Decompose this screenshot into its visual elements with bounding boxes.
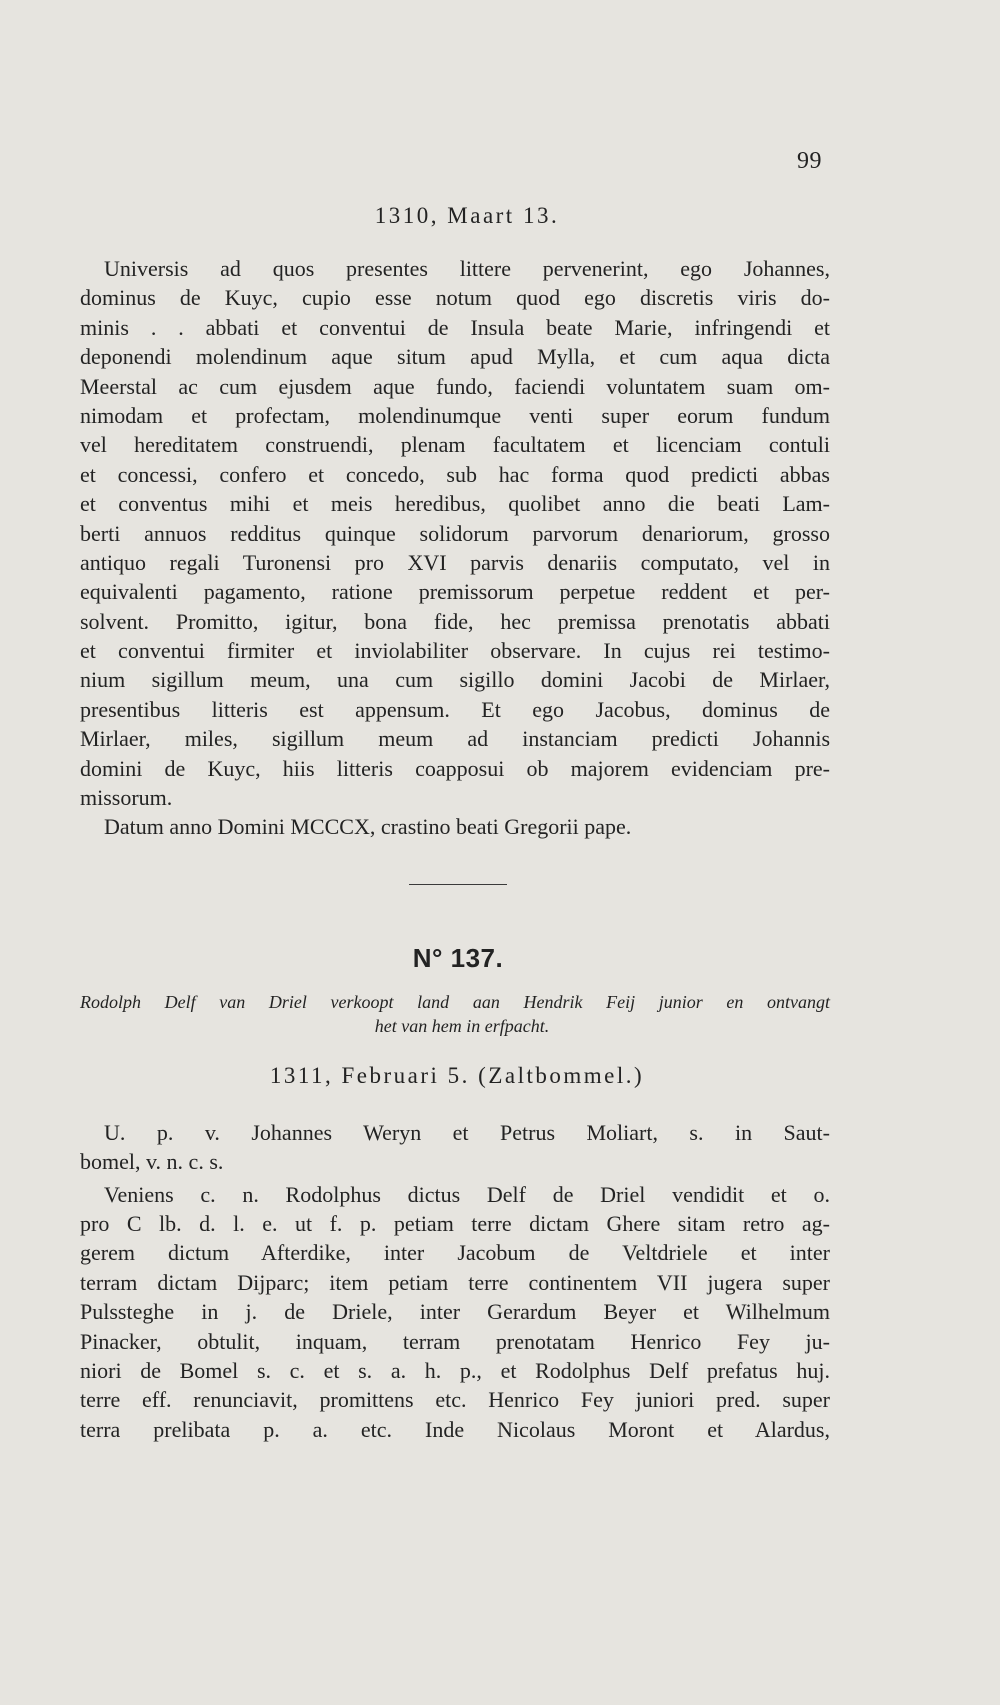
text-line: Pulssteghe in j. de Driele, inter Gerardum Beyer et Wilhelmum: [80, 1299, 830, 1325]
text-line: U. p. v. Johannes Weryn et Petrus Moliart, s. in Saut-: [104, 1119, 830, 1145]
text-line: niori de Bomel s. c. et s. a. h. p., et Rodolphus Delf prefatus huj.: [80, 1357, 830, 1383]
text-line: deponendi molendinum aque situm apud Mylla, et cum aqua dicta: [80, 344, 830, 370]
text-line: berti annuos redditus quinque solidorum parvorum denariorum, grosso: [80, 520, 830, 546]
charter-text: [80, 254, 830, 842]
text-line: nimodam et profectam, molendinumque venti super eorum fundum: [80, 402, 830, 428]
summary-line: Rodolph Delf van Driel verkoopt land aan Hendrik Feij junior en ontvangt: [80, 991, 830, 1012]
text-line: nium sigillum meum, una cum sigillo domini Jacobi de Mirlaer,: [80, 667, 830, 693]
text-line: missorum.: [80, 785, 173, 811]
text-line: Mirlaer, miles, sigillum meum ad instanciam predicti Johannis: [80, 726, 830, 752]
text-line: et conventus mihi et meis heredibus, quolibet anno die beati Lam-: [80, 491, 830, 517]
text-line: antiquo regali Turonensi pro XVI parvis denariis computato, vel in: [80, 549, 830, 575]
text-line: presentibus litteris est appensum. Et ego Jacobus, dominus de: [80, 696, 830, 722]
page-number: 99: [797, 148, 822, 174]
section-divider: [409, 884, 507, 885]
text-line: minis . . abbati et conventui de Insula beate Marie, infringendi et: [80, 314, 830, 340]
text-line: solvent. Promitto, igitur, bona fide, hec premissa prenotatis abbati: [80, 608, 830, 634]
charter-text: [80, 1180, 830, 1445]
charter-date: 1311, Februari 5. (Zaltbommel.): [269, 1062, 645, 1088]
dating-clause: Datum anno Domini MCCCX, crastino beati Gregorii pape.: [104, 814, 632, 840]
charter-intro: [80, 1118, 830, 1177]
text-line: dominus de Kuyc, cupio esse notum quod ego discretis viris do-: [80, 285, 830, 311]
text-line: terre eff. renunciavit, promittens etc. Henrico Fey juniori pred. super: [80, 1387, 830, 1413]
text-line: domini de Kuyc, hiis litteris coapposui ob majorem evidenciam pre-: [80, 755, 830, 781]
text-line: gerem dictum Afterdike, inter Jacobum de Veltdriele et inter: [80, 1240, 830, 1266]
text-line: equivalenti pagamento, ratione premissorum perpetue reddent et per-: [80, 579, 830, 605]
text-line: Meerstal ac cum ejusdem aque fundo, faciendi voluntatem suam om-: [80, 373, 830, 399]
text-line: Veniens c. n. Rodolphus dictus Delf de Driel vendidit et o.: [104, 1181, 830, 1207]
document-summary: [80, 990, 830, 1038]
text-line: Pinacker, obtulit, inquam, terram prenotatam Henrico Fey ju-: [80, 1328, 830, 1354]
text-line: pro C lb. d. l. e. ut f. p. petiam terre dictam Ghere sitam retro ag-: [80, 1210, 830, 1236]
charter-date: 1310, Maart 13.: [374, 203, 560, 228]
text-line: terra prelibata p. a. etc. Inde Nicolaus Moront et Alardus,: [80, 1416, 830, 1442]
page-body: [80, 198, 830, 1444]
text-line: Universis ad quos presentes littere pervenerint, ego Johannes,: [104, 256, 830, 281]
text-line: bomel, v. n. c. s.: [80, 1149, 224, 1175]
text-line: et conventui firmiter et inviolabiliter observare. In cujus rei testimo-: [80, 638, 830, 664]
text-line: vel hereditatem construendi, plenam facultatem et licenciam contuli: [80, 432, 830, 458]
summary-line: het van hem in erfpacht.: [374, 1015, 550, 1036]
text-line: et concessi, confero et concedo, sub hac forma quod predicti abbas: [80, 461, 830, 487]
document-number: N° 137.: [412, 942, 504, 973]
text-line: terram dictam Dijparc; item petiam terre continentem VII jugera super: [80, 1269, 830, 1295]
